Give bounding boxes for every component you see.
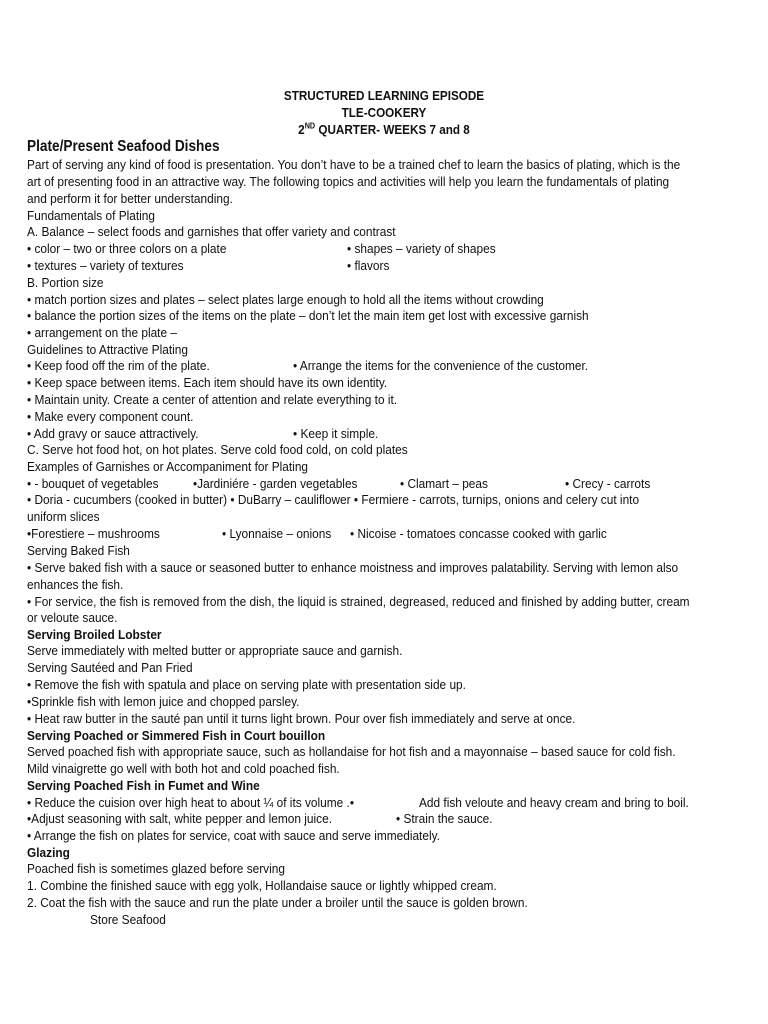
baked-line: enhances the fish. <box>27 577 124 592</box>
poached-heading: Serving Poached or Simmered Fish in Court bouillon <box>27 728 326 743</box>
header-line-3 <box>38 122 729 138</box>
garnish-line: uniform slices <box>27 509 100 524</box>
fundamentals-heading: Fundamentals of Plating <box>27 208 155 223</box>
fumet-heading: Serving Poached Fish in Fumet and Wine <box>27 778 260 793</box>
glazing-line: 1. Combine the finished sauce with egg yolk, Hollandaise sauce or lightly whipped cream. <box>27 878 497 893</box>
sauteed-line: •Sprinkle fish with lemon juice and chopped parsley. <box>27 694 300 709</box>
baked-line: or veloute sauce. <box>27 610 118 625</box>
glazing-heading: Glazing <box>27 845 70 860</box>
lobster-heading: Serving Broiled Lobster <box>27 627 162 642</box>
balance-bullet: • shapes – variety of shapes <box>347 241 496 256</box>
fumet-item: •Adjust seasoning with salt, white pepper and lemon juice. <box>27 811 333 826</box>
garnish-item: • Lyonnaise – onions <box>222 526 332 541</box>
header-quarter-text: QUARTER- WEEKS 7 and 8 <box>315 122 470 137</box>
balance-bullet: • flavors <box>347 258 390 273</box>
garnish-item: •Jardiniére - garden vegetables <box>193 476 358 491</box>
baked-heading: Serving Baked Fish <box>27 543 130 558</box>
baked-line: • Serve baked fish with a sauce or seasoned butter to enhance moistness and improves palatability. Serving with lemon also <box>27 560 679 575</box>
balance-bullet: • textures – variety of textures <box>27 258 184 273</box>
portion-line: • balance the portion sizes of the items on the plate – don’t let the main item get lost with excessive garnish <box>27 308 589 323</box>
garnish-item: • Crecy - carrots <box>565 476 651 491</box>
garnish-item: • Clamart – peas <box>400 476 488 491</box>
garnish-item: • Nicoise - tomatoes concasse cooked with garlic <box>350 526 607 541</box>
intro-line: art of presenting food in an attractive way. The following topics and activities will help you learn the fundamentals of plating <box>27 174 670 189</box>
guidelines-heading: Guidelines to Attractive Plating <box>27 342 188 357</box>
lobster-line: Serve immediately with melted butter or appropriate sauce and garnish. <box>27 643 403 658</box>
portion-heading: B. Portion size <box>27 275 104 290</box>
header-ordinal-suffix: ND <box>304 121 316 131</box>
fumet-item: • Strain the sauce. <box>396 811 493 826</box>
serve-temperature-line: C. Serve hot food hot, on hot plates. Serve cold food cold, on cold plates <box>27 442 408 457</box>
balance-bullet: • color – two or three colors on a plate <box>27 241 227 256</box>
guideline-item: • Keep space between items. Each item should have its own identity. <box>27 375 388 390</box>
guideline-item: • Keep it simple. <box>293 426 379 441</box>
guideline-item: • Make every component count. <box>27 409 194 424</box>
header-line-2: TLE-COOKERY <box>341 105 427 120</box>
portion-line: • match portion sizes and plates – select plates large enough to hold all the items without crowding <box>27 292 544 307</box>
fumet-item: • Reduce the cuision over high heat to about ¼ of its volume .• <box>27 795 354 810</box>
intro-line: Part of serving any kind of food is presentation. You don’t have to be a trained chef to learn the basics of plating, which is the <box>27 157 681 172</box>
garnish-line: • Doria - cucumbers (cooked in butter) • DuBarry – cauliflower • Fermiere - carrots, turnips, onions and celery cut into <box>27 492 640 507</box>
garnishes-heading: Examples of Garnishes or Accompaniment for Plating <box>27 459 309 474</box>
header-line-1: STRUCTURED LEARNING EPISODE <box>283 88 485 103</box>
garnish-item: • - bouquet of vegetables <box>27 476 159 491</box>
sauteed-heading: Serving Sautéed and Pan Fried <box>27 660 193 675</box>
poached-line: Mild vinaigrette go well with both hot and cold poached fish. <box>27 761 340 776</box>
sauteed-line: • Heat raw butter in the sauté pan until it turns light brown. Pour over fish immediately and serve at once. <box>27 711 576 726</box>
fumet-line: • Arrange the fish on plates for service, coat with sauce and serve immediately. <box>27 828 440 843</box>
guideline-item: • Arrange the items for the convenience of the customer. <box>293 358 589 373</box>
garnish-item: •Forestiere – mushrooms <box>27 526 160 541</box>
baked-line: • For service, the fish is removed from the dish, the liquid is strained, degreased, reduced and finished by adding butter, cream <box>27 594 690 609</box>
store-seafood-heading: Store Seafood <box>90 912 166 927</box>
header-quarter-number: 2 <box>298 122 305 137</box>
guideline-item: • Maintain unity. Create a center of attention and relate everything to it. <box>27 392 398 407</box>
poached-line: Served poached fish with appropriate sauce, such as hollandaise for hot fish and a mayonnaise – based sauce for cold fish. <box>27 744 676 759</box>
guideline-item: • Keep food off the rim of the plate. <box>27 358 210 373</box>
document-title: Plate/Present Seafood Dishes <box>27 138 220 155</box>
glazing-line: 2. Coat the fish with the sauce and run the plate under a broiler until the sauce is golden brown. <box>27 895 528 910</box>
portion-line: • arrangement on the plate – <box>27 325 177 340</box>
glazing-line: Poached fish is sometimes glazed before serving <box>27 861 285 876</box>
intro-line: and perform it for better understanding. <box>27 191 233 206</box>
sauteed-line: • Remove the fish with spatula and place on serving plate with presentation side up. <box>27 677 466 692</box>
fumet-item: Add fish veloute and heavy cream and bring to boil. <box>419 795 689 810</box>
guideline-item: • Add gravy or sauce attractively. <box>27 426 199 441</box>
balance-line: A. Balance – select foods and garnishes that offer variety and contrast <box>27 224 396 239</box>
